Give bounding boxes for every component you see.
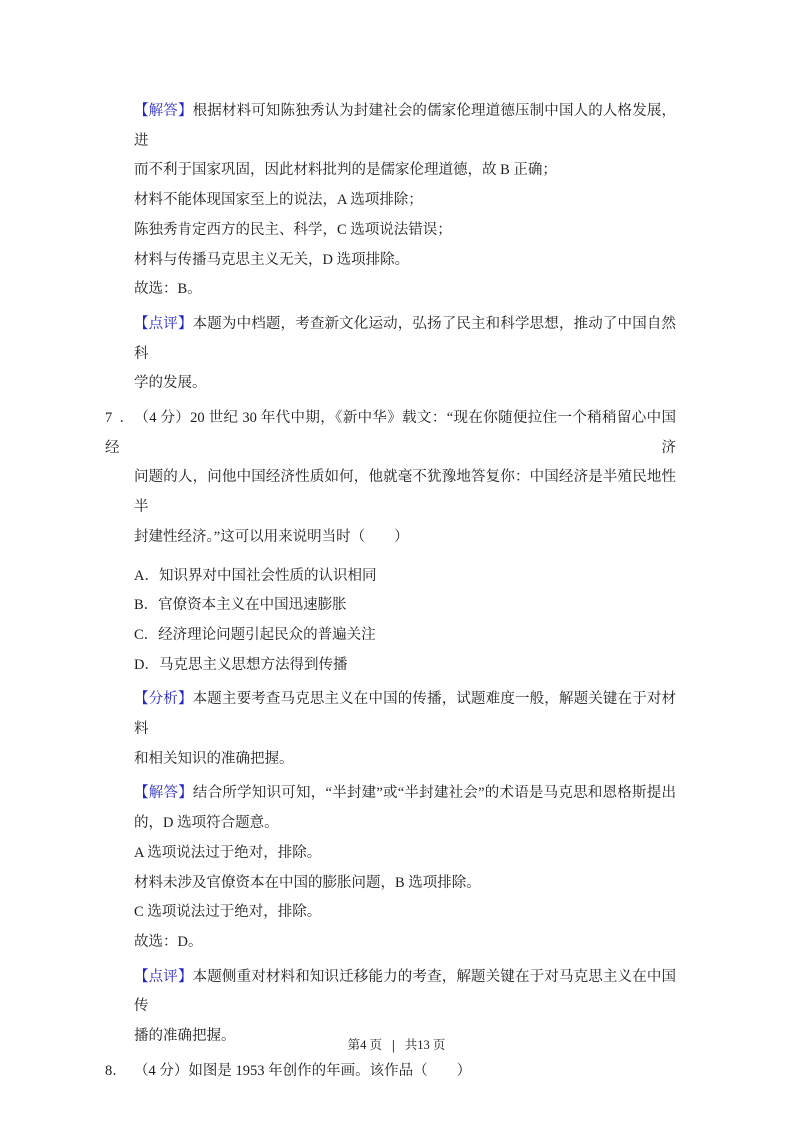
text-run: 故选：B。 bbox=[134, 281, 202, 298]
text-run: 本题侧重对材料和知识迁移能力的考查，解题关键在于对马克思主义在中国传 bbox=[134, 968, 677, 1015]
paragraph-question-6 bbox=[105, 404, 676, 553]
text-line bbox=[134, 685, 676, 744]
text-run: 材料与传播马克思主义无关，D 选项排除。 bbox=[134, 251, 410, 268]
text-line bbox=[134, 156, 676, 186]
section-tag: 【分析】 bbox=[134, 691, 193, 708]
text-line bbox=[134, 779, 676, 809]
text-run: （4 分）20 世纪 30 年代中期，《新中华》载文：“现在你随便拉住一个稍稍留心中国经济 bbox=[105, 410, 676, 456]
text-run: 本题为中档题，考查新文化运动，弘扬了民主和科学思想，推动了中国自然科 bbox=[134, 315, 677, 362]
question-number: 7． bbox=[105, 410, 134, 427]
text-run: C．经济理论问题引起民众的普遍关注 bbox=[134, 626, 376, 643]
text-line bbox=[134, 898, 676, 928]
text-run: 本题主要考查马克思主义在中国的传播，试题难度一般，解题关键在于对材料 bbox=[134, 691, 677, 738]
footer-page-number: 第4 页 bbox=[347, 1038, 382, 1052]
text-line bbox=[134, 928, 676, 958]
text-line bbox=[134, 523, 676, 553]
text-line bbox=[134, 621, 676, 651]
text-run: D．马克思主义思想方法得到传播 bbox=[134, 656, 348, 673]
text-line bbox=[134, 809, 676, 839]
text-run: 学的发展。 bbox=[134, 375, 207, 392]
footer-separator: | bbox=[391, 1037, 395, 1053]
text-run: A．知识界对中国社会性质的认识相同 bbox=[134, 567, 377, 584]
paragraph-tagged-11 bbox=[134, 685, 676, 774]
text-run: 封建性经济。”这可以用来说明当时（ ） bbox=[134, 528, 409, 545]
paragraph-question-18 bbox=[105, 1057, 676, 1087]
text-line bbox=[134, 963, 676, 1022]
paragraph-plain-4 bbox=[134, 275, 676, 305]
text-line bbox=[134, 463, 676, 522]
section-tag: 【点评】 bbox=[134, 315, 193, 332]
text-line bbox=[134, 745, 676, 775]
paragraph-plain-13 bbox=[134, 839, 676, 869]
text-line bbox=[134, 97, 676, 156]
paragraph-plain-3 bbox=[134, 246, 676, 276]
text-run: 材料不能体现国家至上的说法，A 选项排除； bbox=[134, 192, 423, 209]
text-run: 根据材料可知陈独秀认为封建社会的儒家伦理道德压制中国人的人格发展，进 bbox=[134, 103, 677, 149]
text-line bbox=[134, 562, 676, 592]
text-run: 陈独秀肯定西方的民主、科学，C 选项说法错误； bbox=[134, 221, 452, 238]
section-tag: 【点评】 bbox=[134, 968, 193, 985]
text-line bbox=[105, 404, 676, 463]
text-run: B．官僚资本主义在中国迅速膨胀 bbox=[134, 597, 347, 614]
text-line bbox=[134, 216, 676, 246]
text-run: 而不利于国家巩固，因此材料批判的是儒家伦理道德，故 B 正确； bbox=[134, 162, 557, 179]
text-line bbox=[134, 186, 676, 216]
footer-total-pages: 共13 页 bbox=[404, 1038, 446, 1052]
text-line bbox=[134, 246, 676, 276]
paragraph-plain-1 bbox=[134, 186, 676, 216]
text-run: 结合所学知识可知，“半封建”或“半封建社会”的术语是马克思和恩格斯提出 bbox=[192, 785, 676, 802]
text-line bbox=[134, 651, 676, 681]
section-tag: 【解答】 bbox=[134, 103, 193, 119]
text-line bbox=[134, 310, 676, 369]
paragraph-plain-15 bbox=[134, 898, 676, 928]
text-run: 播的准确把握。 bbox=[134, 1028, 236, 1045]
text-line bbox=[105, 1057, 676, 1087]
text-line bbox=[134, 839, 676, 869]
paragraph-plain-2 bbox=[134, 216, 676, 246]
text-run: 材料未涉及官僚资本在中国的膨胀问题，B 选项排除。 bbox=[134, 874, 481, 891]
paragraph-tagged-12 bbox=[134, 779, 676, 838]
text-run: 和相关知识的准确把握。 bbox=[134, 750, 294, 767]
paragraph-option-8 bbox=[134, 591, 676, 621]
paragraph-plain-16 bbox=[134, 928, 676, 958]
text-line bbox=[134, 869, 676, 899]
text-run: 的，D 选项符合题意。 bbox=[134, 815, 279, 832]
text-run: C 选项说法过于绝对，排除。 bbox=[134, 904, 322, 921]
text-run: 故选：D。 bbox=[134, 933, 203, 950]
text-line bbox=[134, 591, 676, 621]
text-line bbox=[134, 369, 676, 399]
text-run: A 选项说法过于绝对，排除。 bbox=[134, 844, 322, 861]
section-tag: 【解答】 bbox=[134, 785, 193, 802]
paragraph-option-7 bbox=[134, 562, 676, 592]
paragraph-plain-14 bbox=[134, 869, 676, 899]
text-run: 问题的人，问他中国经济性质如何，他就毫不犹豫地答复你：中国经济是半殖民地性半 bbox=[134, 469, 676, 516]
paragraph-option-9 bbox=[134, 621, 676, 651]
paragraph-option-10 bbox=[134, 651, 676, 681]
document-body bbox=[105, 97, 677, 1087]
question-number: 8． bbox=[105, 1062, 127, 1079]
page-footer bbox=[0, 1035, 793, 1053]
text-run: （4 分）如图是 1953 年创作的年画。该作品（ ） bbox=[134, 1062, 472, 1079]
paragraph-tagged-5 bbox=[134, 310, 676, 399]
paragraph-tagged-0 bbox=[134, 97, 676, 186]
text-line bbox=[134, 275, 676, 305]
